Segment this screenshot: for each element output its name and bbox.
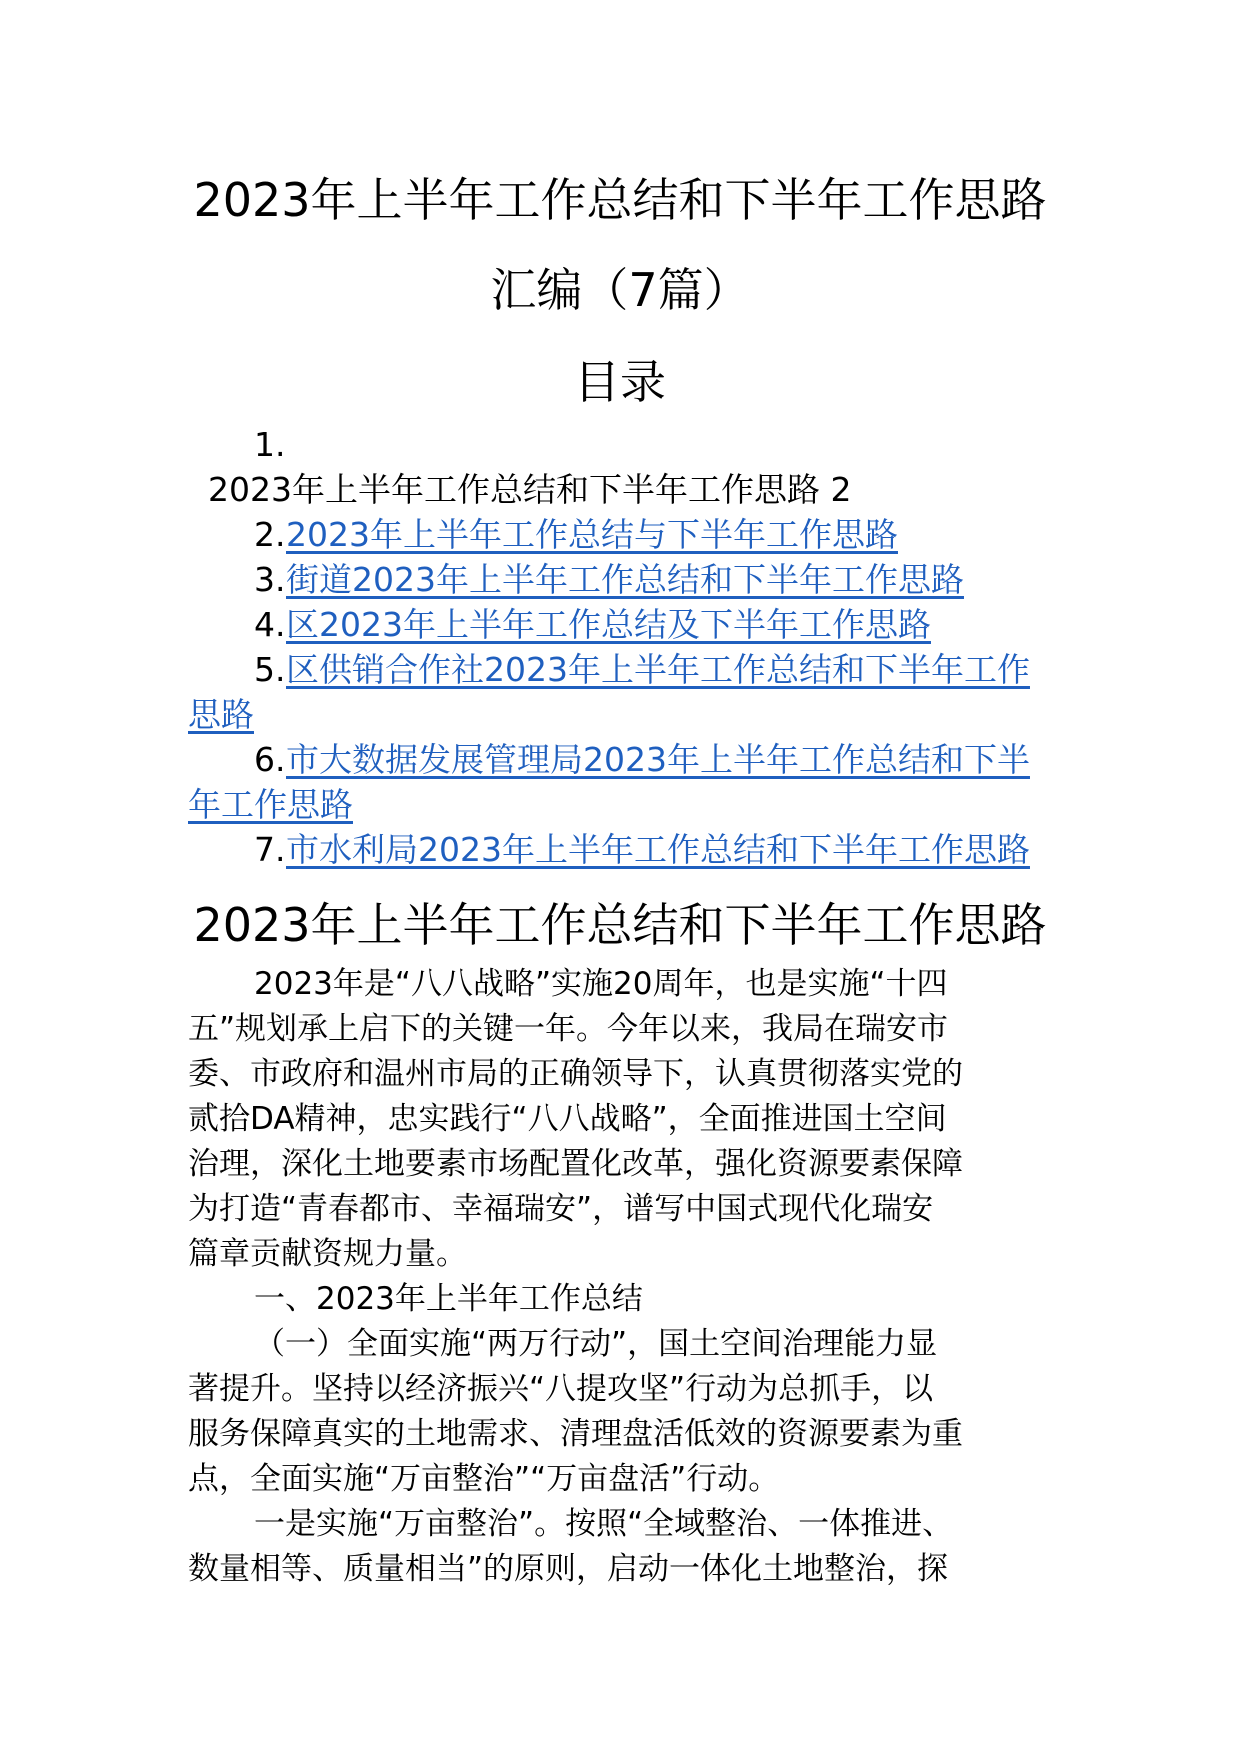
toc-item-1-text[interactable]: 2023年上半年工作总结和下半年工作思路 2 [208,470,852,509]
document-title-line1: 2023年上半年工作总结和下半年工作思路 [193,173,1047,227]
paragraph-line: 贰拾DA精神，忠实践行“八八战略”，全面推进国土空间 [188,1101,947,1137]
paragraph-line: 五”规划承上启下的关键一年。今年以来，我局在瑞安市 [188,1011,949,1047]
subsection-heading: 一、2023年上半年工作总结 [254,1281,643,1317]
paragraph-line: 点，全面实施“万亩整治”“万亩盘活”行动。 [188,1461,780,1497]
toc-link-7[interactable]: 市水利局2023年上半年工作总结和下半年工作思路 [286,830,1030,869]
toc-link-3[interactable]: 街道2023年上半年工作总结和下半年工作思路 [286,560,964,599]
paragraph-line: 治理，深化土地要素市场配置化改革，强化资源要素保障 [188,1146,963,1182]
body-text [188,962,1068,1592]
toc-link-5-continued[interactable]: 思路 [188,695,254,734]
toc-link-4[interactable]: 区2023年上半年工作总结及下半年工作思路 [286,605,931,644]
paragraph-line: 委、市政府和温州市局的正确领导下，认真贯彻落实党的 [188,1056,963,1092]
document-title-line2: 汇编（7篇） [490,263,750,317]
toc-item-number: 5. [254,650,286,689]
paragraph-line: 服务保障真实的土地需求、清理盘活低效的资源要素为重 [188,1416,963,1452]
section-heading: 2023年上半年工作总结和下半年工作思路 [193,898,1047,952]
toc-link-6-continued[interactable]: 年工作思路 [188,785,353,824]
paragraph-line: （一）全面实施“两万行动”，国土空间治理能力显 [254,1326,938,1362]
toc-item-number: 2. [254,515,286,554]
toc-item-number: 6. [254,740,286,779]
toc-link-6[interactable]: 市大数据发展管理局2023年上半年工作总结和下半 [286,740,1030,779]
toc-item-number: 7. [254,830,286,869]
paragraph-line: 著提升。坚持以经济振兴“八提攻坚”行动为总抓手，以 [188,1371,934,1407]
toc-link-2[interactable]: 2023年上半年工作总结与下半年工作思路 [286,515,898,554]
toc-item-number: 4. [254,605,286,644]
paragraph-line: 2023年是“八八战略”实施20周年，也是实施“十四 [254,966,948,1002]
toc-item-1-number: 1. [254,425,286,464]
toc-heading: 目录 [574,355,666,409]
toc-item-number: 3. [254,560,286,599]
paragraph-line: 一是实施“万亩整治”。按照“全域整治、一体推进、 [254,1506,954,1542]
paragraph-line: 为打造“青春都市、幸福瑞安”，谱写中国式现代化瑞安 [188,1191,934,1227]
toc-link-5[interactable]: 区供销合作社2023年上半年工作总结和下半年工作 [286,650,1030,689]
paragraph-line: 数量相等、质量相当”的原则，启动一体化土地整治，探 [188,1551,949,1587]
paragraph-line: 篇章贡献资规力量。 [188,1236,467,1272]
